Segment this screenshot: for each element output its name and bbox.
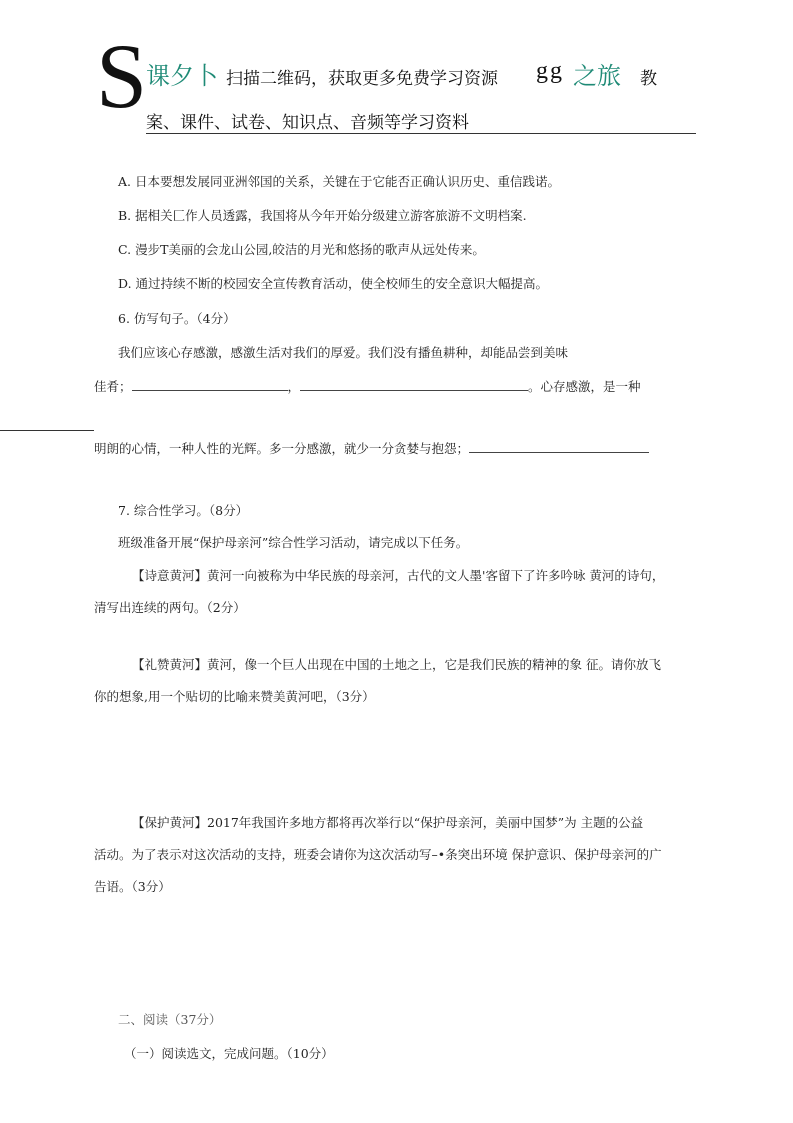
- option-c: C. 漫步T美丽的会龙山公园,皎洁的月光和悠扬的歌声从远处传来。: [118, 242, 485, 257]
- q6-line-2-prefix: 佳肴；: [94, 379, 132, 394]
- q6-line-3: [94, 439, 649, 457]
- q7-title: 7. 综合性学习。（8分）: [118, 503, 249, 518]
- margin-rule: [0, 430, 94, 431]
- option-b: B. 据相关匚作人员透露，我国将从今年开始分级建立游客旅游不文明档案.: [118, 208, 527, 223]
- option-d: D. 通过持续不断的校园安全宣传教育活动，使全校师生的安全意识大幅提高。: [118, 276, 549, 291]
- brand-right: 之旅: [573, 62, 621, 90]
- header-gg: gg: [536, 58, 564, 84]
- option-a: A. 日本要想发展同亚洲邻国的关系，关键在于它能否正确认识历史、重信践诺。: [118, 174, 560, 189]
- header-line-2: 案、课件、试卷、知识点、音频等学习资料: [146, 113, 469, 133]
- header-line-1: 扫描二维码，获取更多免费学习资源: [226, 69, 498, 89]
- q7-poem-line-1: 【诗意黄河】黄河一向被称为中华民族的母亲河，古代的文人墨'客留下了许多吟咏 黄河的诗句，: [132, 568, 665, 583]
- q7-protect-line-1: 【保护黄河】2017年我国许多地方都将再次举行以“保护母亲河，美丽中国梦”为 主题的公益: [132, 815, 644, 830]
- q6-line-1: 我们应该心存感激，感激生活对我们的厚爱。我们没有播鱼耕种，却能品尝到美味: [118, 345, 569, 360]
- q6-line-2-tail: 。心存感激，是一种: [528, 379, 641, 394]
- q7-protect-line-3: 告语。（3分）: [94, 879, 171, 894]
- answer-blank-2[interactable]: [300, 380, 528, 391]
- q6-line-2: [94, 377, 641, 395]
- answer-blank-3[interactable]: [469, 442, 649, 453]
- logo-letter-s: S: [96, 25, 148, 127]
- reading-subtitle: （一）阅读选文，完成问题。（10分）: [124, 1046, 334, 1061]
- q7-praise-line-1: 【礼赞黄河】黄河，像一个巨人出现在中国的土地之上，它是我们民族的精神的象 征。请你放飞: [132, 657, 661, 672]
- q6-line-2-comma: ，: [287, 379, 301, 394]
- brand-left: 课夕卜: [146, 62, 218, 90]
- q7-intro: 班级准备开展“保护母亲河”综合性学习活动，请完成以下任务。: [118, 535, 469, 550]
- answer-blank-1[interactable]: [132, 380, 288, 391]
- q6-title: 6. 仿写句子。（4分）: [118, 311, 236, 326]
- q7-praise-line-2: 你的想象,用一个贴切的比喻来赞美黄河吧，（3分）: [94, 689, 375, 704]
- header-divider: [146, 133, 696, 134]
- q7-poem-line-2: 清写出连续的两句。（2分）: [94, 600, 246, 615]
- header-line-1-tail: 教: [640, 69, 657, 89]
- q6-line-3-text: 明朗的心情，一种人性的光辉。多一分感激，就少一分贪婪与抱怨；: [94, 441, 470, 456]
- q7-protect-line-2: 活动。为了表示对这次活动的支持，班委会请你为这次活动写–•条突出环境 保护意识、保护母亲河的广: [94, 847, 662, 862]
- reading-section-title: 二、阅读（37分）: [118, 1012, 222, 1027]
